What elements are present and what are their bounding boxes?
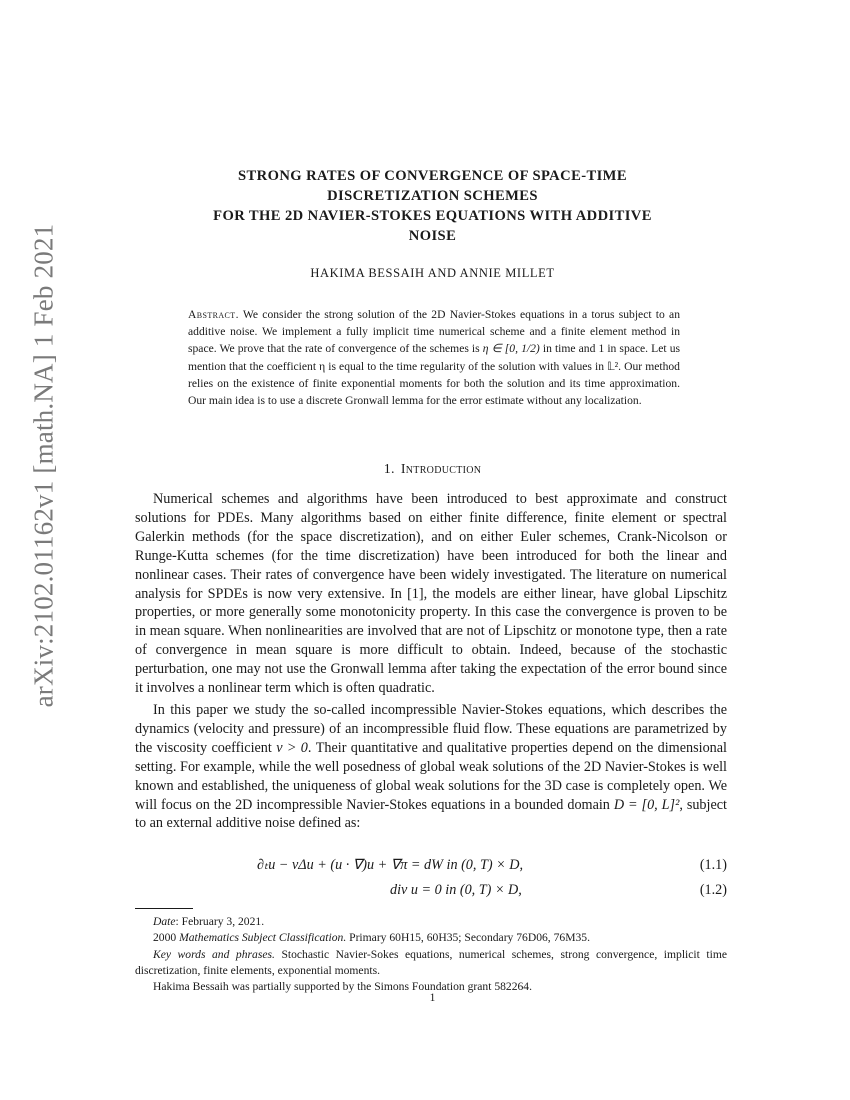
abstract-label: Abstract. — [188, 308, 239, 321]
abstract-text-part-2: in time and 1 in space. Let us mention that the coefficient η is equal to the time regularity of the solution with values in — [188, 342, 680, 373]
author-list: HAKIMA BESSAIH AND ANNIE MILLET — [310, 266, 555, 280]
viscosity-condition: ν > 0 — [276, 739, 308, 756]
abstract-text-part-1: We consider the strong solution of the 2D Navier-Stokes equations in a torus subject to an additive noise. We implement a fully implicit time numerical scheme and a finite element method in space. We prove that the rate of convergence of the schemes is — [188, 308, 680, 356]
footnote-date — [135, 914, 727, 930]
footnote-keywords — [135, 947, 727, 980]
introduction-body — [135, 490, 727, 833]
equation-1-2-formula: div u = 0 in (0, T) × D, — [390, 882, 522, 898]
msc-year: 2000 — [153, 931, 177, 945]
msc-label: Mathematics Subject Classification. — [179, 931, 347, 945]
section-heading-introduction — [140, 462, 725, 478]
title-line-4: NOISE — [408, 228, 457, 244]
arxiv-identifier-text: arXiv:2102.01162v1 [math.NA] 1 Feb 2021 — [28, 223, 59, 707]
footnote-support: Hakima Bessaih was partially supported by the Simons Foundation grant 582264. — [153, 980, 533, 994]
abstract-text-part-3: . Our method relies on the existence of finite exponential moments for both the solution and its time approximation. Our main idea is to use a discrete Gronwall lemma for the error estimate without any localization. — [188, 359, 680, 408]
title-line-2: DISCRETIZATION SCHEMES — [327, 188, 538, 204]
paragraph-2 — [135, 701, 727, 833]
date-label: Date — [153, 915, 176, 928]
equation-1-2 — [135, 882, 727, 902]
title-line-1: STRONG RATES OF CONVERGENCE OF SPACE-TIME — [238, 168, 627, 184]
footnote-rule — [135, 908, 193, 909]
equation-1-2-tag: (1.2) — [699, 882, 727, 898]
footnotes — [135, 914, 727, 995]
section-number: 1. — [383, 462, 395, 477]
equation-1-1 — [135, 857, 727, 877]
msc-value: Primary 60H15, 60H35; Secondary 76D06, 76M35. — [349, 931, 590, 945]
equation-1-1-formula: ∂ₜu − νΔu + (u · ∇)u + ∇π = dW in (0, T) × D, — [257, 857, 524, 873]
keywords-label: Key words and phrases. — [153, 947, 275, 961]
footnote-msc — [135, 930, 727, 946]
paper-title — [140, 166, 725, 246]
paragraph-2-part-2: . Their quantitative and qualitative properties depend on the dimensional setting. For example, while the well posedness of global weak solutions of the 2D Navier-Stokes is well known and established, the uniqueness of global weak solutions for the 3D case is completely open. We will focus on the 2D incompressible Navier-Stokes equations in a bounded domain — [135, 739, 728, 813]
keywords-value: Stochastic Navier-Sokes equations, numerical schemes, strong convergence, implicit time discretization, finite elements, exponential moments. — [135, 947, 727, 977]
abstract — [188, 306, 680, 409]
arxiv-identifier-stamp — [22, 223, 66, 707]
paragraph-2-part-1: In this paper we study the so-called incompressible Navier-Stokes equations, which describes the dynamics (velocity and pressure) of an incompressible fluid flow. These equations are parametrized by the viscosity coefficient — [135, 701, 727, 756]
equation-1-1-tag: (1.1) — [699, 857, 727, 873]
paragraph-1: Numerical schemes and algorithms have been introduced to best approximate and construct solutions for PDEs. Many algorithms based on either finite difference, finite element or spectral Galerkin methods (for the space discretization), and on either Euler schemes, Crank-Nicolson or Runge-Kutta schemes (for the time discretization) have been introduced for both the linear and nonlinear cases. Their rates of convergence have been widely investigated. The literature on numerical analysis for SPDEs is now very extensive. In [1], the models are either linear, have global Lipschitz properties, or more generally some monotonicity property. In this case the convergence is proven to be in mean square. When nonlinearities are involved that are not of Lipschitz or monotone type, then a rate of convergence in mean square is more difficult to obtain. Indeed, because of the stochastic perturbation, one may not use the Gronwall lemma after taking the expectation of the error bound since it involves a nonlinear term which is often quadratic. — [135, 491, 727, 697]
paragraph-2-part-3: , subject to an external additive noise defined as: — [135, 796, 728, 832]
page-number: 1 — [429, 992, 436, 1004]
abstract-eta-range: η ∈ [0, 1/2) — [482, 342, 540, 356]
abstract-space-symbol: 𝕃² — [607, 359, 619, 373]
date-value: : February 3, 2021. — [175, 915, 265, 928]
section-title: Introduction — [400, 462, 482, 477]
domain-definition: D = [0, L]² — [613, 796, 680, 813]
title-line-3: FOR THE 2D NAVIER-STOKES EQUATIONS WITH ADDITIVE — [213, 208, 652, 224]
